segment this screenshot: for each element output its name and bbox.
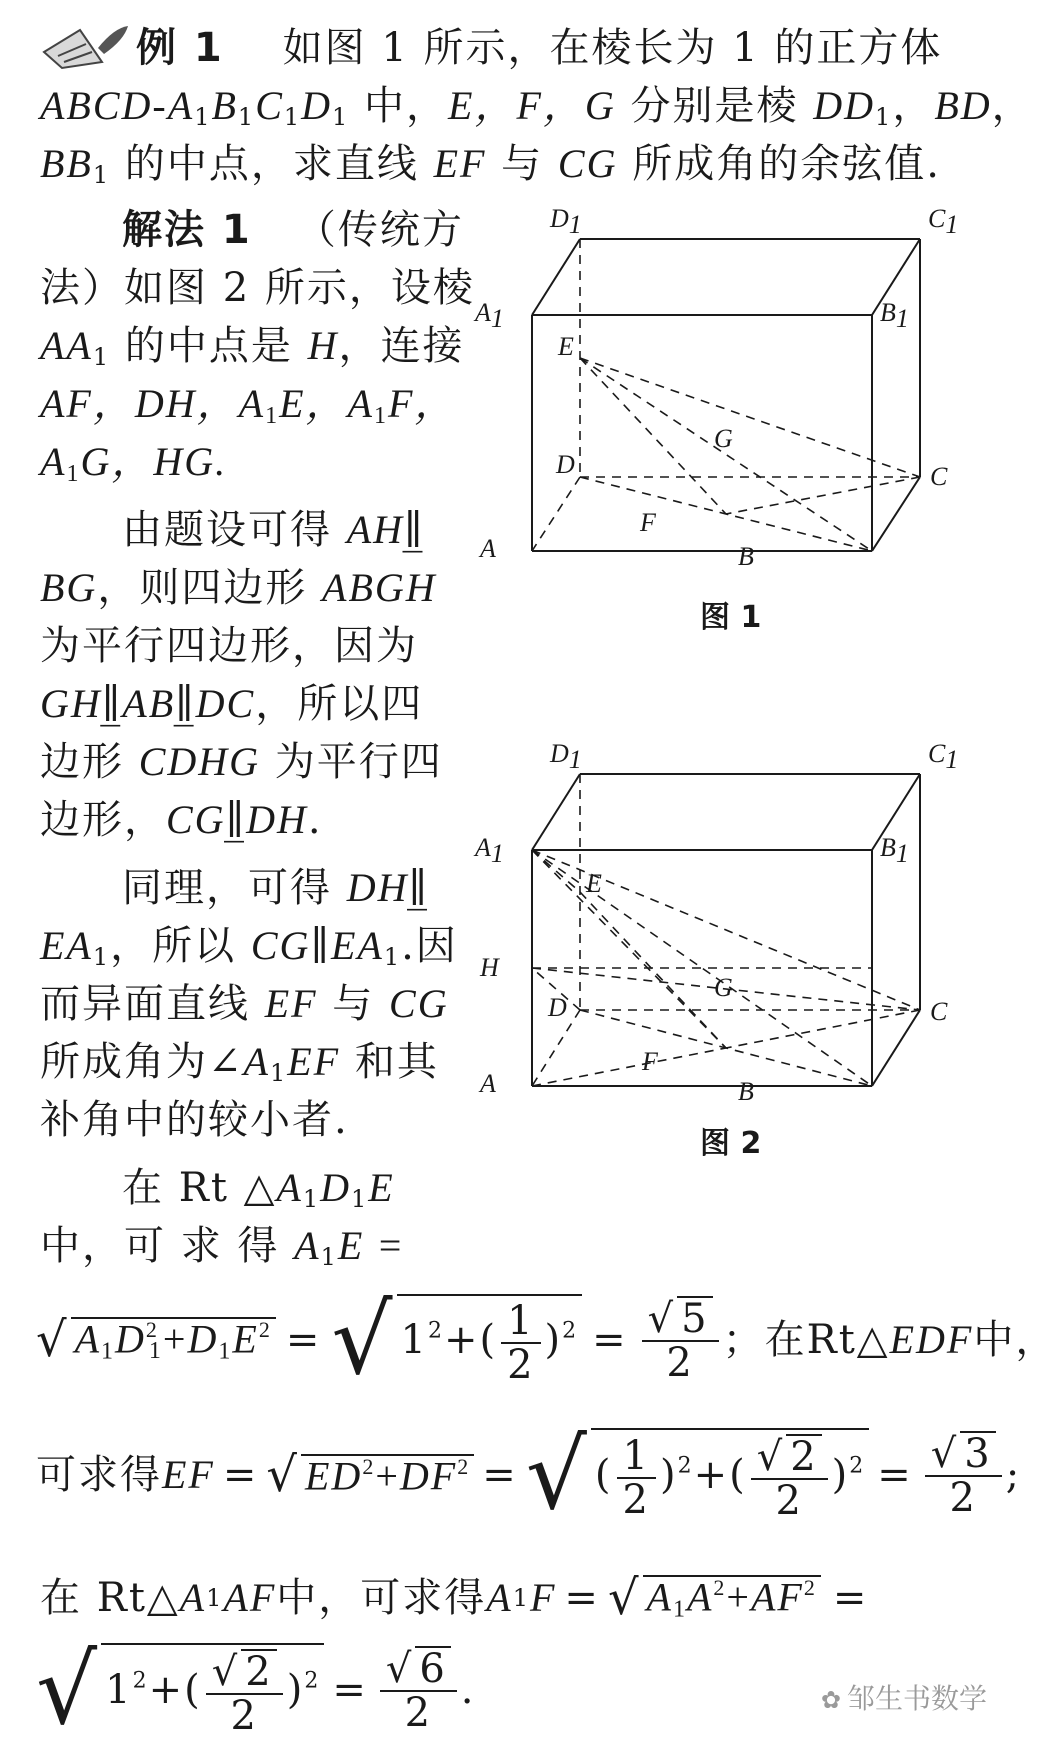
- math-text: A: [74, 1316, 102, 1362]
- text: 的中点是: [110, 323, 308, 369]
- equals: =: [877, 1452, 913, 1498]
- radicand: 5: [677, 1296, 712, 1340]
- subscript: 1: [101, 1338, 116, 1365]
- math-text: D: [301, 83, 333, 128]
- radicand: [643, 1575, 821, 1621]
- para2-line-2: [40, 565, 437, 611]
- parallel-equal-symbol: ∥̲: [408, 865, 429, 911]
- figure-1-cube: [475, 204, 970, 645]
- math-text: AB: [122, 681, 176, 726]
- text: ，: [892, 83, 935, 129]
- example-text-1: 如图 1 所示，在棱长为 1 的正方体: [282, 25, 943, 71]
- numerator: √ 2: [206, 1649, 283, 1695]
- math-text: A: [40, 439, 67, 484]
- parallel-equal-symbol: ∥̲: [404, 507, 425, 553]
- text: ，所以: [110, 923, 251, 969]
- para3-line-5: [40, 1097, 349, 1143]
- fraction: [206, 1649, 283, 1737]
- radicand: [301, 1453, 474, 1499]
- subscript: 1: [148, 1338, 163, 1365]
- text: 与: [317, 981, 390, 1027]
- plus: +: [375, 1453, 400, 1499]
- watermark-text: 邹生书数学: [846, 1682, 987, 1715]
- text: 中，可求得: [276, 1575, 487, 1621]
- para3-line-4: [40, 1039, 439, 1087]
- math-text: A: [276, 1165, 303, 1210]
- text: .因: [401, 923, 458, 969]
- superscript: 2: [132, 1668, 149, 1694]
- para2-line-6: [40, 797, 323, 843]
- text: 分别是棱: [615, 83, 814, 129]
- math-text: ABCD-A: [40, 83, 195, 128]
- text: 补角中的较小者.: [40, 1097, 349, 1143]
- numerator: [642, 1296, 719, 1342]
- parallel-equal-symbol: ∥̲: [175, 681, 196, 727]
- math-text: EA: [40, 923, 93, 968]
- math-text: E，F，G: [448, 83, 616, 128]
- sqrt-symbol: √: [647, 1296, 676, 1342]
- solution-tag: 解法 1: [122, 207, 252, 253]
- math-text: ED: [304, 1453, 363, 1499]
- label-D: D: [556, 450, 575, 479]
- text: 所成角为∠: [40, 1039, 244, 1085]
- text: ，连接: [338, 323, 465, 369]
- label-A: A: [480, 534, 496, 563]
- label-A: A: [480, 1069, 496, 1098]
- text: 法）如图 2 所示，设棱: [40, 265, 475, 311]
- fraction: [380, 1646, 457, 1734]
- math-text: B: [211, 83, 238, 128]
- math-text: CDHG: [138, 739, 261, 784]
- plus: +: [693, 1452, 730, 1498]
- numerator: 1: [617, 1435, 656, 1479]
- segment-EB: [580, 358, 872, 551]
- superscript: 2: [258, 1316, 272, 1342]
- text: 而异面直线: [40, 981, 265, 1027]
- solution-line-4: [40, 381, 457, 429]
- parallel-equal-symbol: ∥̲: [101, 681, 123, 727]
- math-text: F: [529, 1575, 557, 1620]
- plus: +: [726, 1574, 751, 1620]
- text: 边形: [40, 739, 139, 785]
- math-text: AH: [346, 507, 405, 552]
- label-G: G: [714, 424, 733, 453]
- sqrt-symbol: √: [266, 1447, 299, 1503]
- example-line-3: [40, 141, 941, 189]
- equals: =: [564, 1575, 600, 1621]
- label-B1: B1: [880, 298, 909, 333]
- math-text: BD: [934, 83, 992, 128]
- text: 中，: [973, 1317, 1057, 1363]
- text: .: [307, 797, 323, 843]
- math-text: AF: [223, 1575, 277, 1620]
- solution-line-1: [122, 207, 464, 253]
- equation-line-3: [40, 1568, 868, 1628]
- text: 的中点，求直线: [110, 141, 434, 187]
- math-text: DH: [346, 865, 409, 910]
- math-text: CG: [557, 141, 618, 186]
- subscript: 1: [269, 1059, 288, 1087]
- radicand: 6: [415, 1646, 450, 1690]
- math-text: E =: [337, 1223, 406, 1268]
- denominator: 2: [507, 1342, 535, 1388]
- label-H: H: [480, 953, 499, 982]
- radicand: ( $\frac{1}{2}$ )$^2$+( $\frac{√ 2}{2}$ )$^2$: [591, 1428, 869, 1522]
- label-C1: C1: [928, 739, 959, 774]
- edge: [532, 774, 580, 850]
- denominator: 2: [775, 1478, 803, 1524]
- superscript: 2: [304, 1668, 321, 1694]
- segment-CF: [726, 1010, 920, 1048]
- subscript: 1: [194, 103, 212, 131]
- edge: [872, 1010, 920, 1086]
- math-text: BB: [40, 141, 93, 186]
- math-text: E: [368, 1165, 395, 1210]
- segment-EC: [580, 358, 920, 477]
- math-text: D: [187, 1316, 219, 1362]
- example-tag: 例 1: [136, 25, 224, 71]
- math-text: EF: [264, 981, 318, 1026]
- text: ，: [991, 83, 1034, 129]
- label-F: F: [640, 508, 656, 537]
- parallel-symbol: ∥: [310, 923, 331, 969]
- equals: =: [222, 1452, 259, 1498]
- hidden-edge: [532, 477, 580, 551]
- parallel-equal-symbol: ∥̲: [225, 797, 247, 843]
- label-B: B: [738, 1077, 754, 1106]
- math-text: CG: [250, 923, 311, 968]
- label-C: C: [930, 997, 948, 1026]
- math-text: A: [686, 1574, 714, 1620]
- example-line-2: [40, 83, 1034, 131]
- equals: =: [832, 1575, 869, 1621]
- para4-line-1: [122, 1165, 395, 1213]
- subscript: 1: [302, 1185, 321, 1213]
- text: 边形，: [40, 797, 166, 843]
- subscript: 1: [283, 103, 302, 131]
- numerator: 1: [501, 1300, 540, 1344]
- text: 中，: [349, 83, 449, 129]
- subscript: 1: [672, 1596, 687, 1623]
- fraction: [501, 1300, 540, 1386]
- para2-line-3: [40, 623, 418, 669]
- label-A1: A1: [475, 298, 504, 333]
- label-D1: D1: [550, 739, 582, 774]
- figure-2-cube: [475, 739, 970, 1170]
- label-G: G: [714, 973, 733, 1002]
- label-F: F: [642, 1047, 658, 1076]
- math-text: A: [486, 1575, 513, 1620]
- superscript: 2: [427, 1318, 444, 1344]
- subscript: 1: [351, 1185, 369, 1213]
- equation-line-2: [36, 1420, 1021, 1530]
- plus: +: [443, 1317, 480, 1363]
- subscript: 1: [383, 943, 402, 971]
- math-text: DC: [195, 681, 256, 726]
- math-text: BG: [40, 565, 98, 610]
- denominator: 2: [622, 1477, 650, 1523]
- math-text: E，A: [279, 381, 374, 426]
- sqrt-symbol: √: [525, 1419, 589, 1531]
- math-text: D: [115, 1316, 146, 1362]
- radicand: $1^2+$( $\frac{1}{2}$ )$^2$: [397, 1294, 583, 1386]
- math-text: F，: [387, 381, 457, 426]
- text: 所成角的余弦值.: [617, 141, 941, 187]
- superscript: 2: [713, 1574, 727, 1600]
- equals: =: [332, 1667, 368, 1713]
- radicand: 2: [241, 1649, 276, 1693]
- watermark: [821, 1677, 987, 1717]
- superscript: 2: [145, 1316, 159, 1342]
- label-C: C: [930, 462, 948, 491]
- text: ，则四边形: [97, 565, 323, 611]
- sqrt-symbol: √: [36, 1312, 69, 1368]
- equals: =: [482, 1452, 518, 1498]
- radicand: 3: [960, 1431, 995, 1475]
- segment-A1E: [532, 850, 580, 892]
- example-line-1: [136, 25, 943, 71]
- period: .: [460, 1667, 476, 1713]
- segment-EF: [580, 358, 726, 514]
- equals: =: [592, 1317, 628, 1363]
- fraction: [751, 1434, 828, 1522]
- numerator: √ 2: [751, 1434, 828, 1480]
- math-text: CG: [389, 981, 449, 1026]
- text: 为平行四边形，因为: [40, 623, 418, 669]
- math-text: AF，DH，A: [40, 381, 266, 426]
- para2-line-5: [40, 739, 443, 785]
- math-text: EF: [162, 1452, 215, 1497]
- equation-line-4: [36, 1634, 476, 1746]
- label-D: D: [548, 993, 567, 1022]
- math-text: A: [243, 1039, 270, 1084]
- denominator: 2: [230, 1693, 258, 1739]
- number: 1: [105, 1667, 133, 1713]
- numerator: √ 6: [380, 1646, 457, 1692]
- segment-AF: [532, 1048, 726, 1086]
- solution-line-3: [40, 323, 465, 371]
- plus: +: [148, 1667, 185, 1713]
- numerator: √ 3: [925, 1431, 1002, 1477]
- superscript: 2: [362, 1453, 376, 1479]
- para4-line-2: [40, 1223, 406, 1271]
- math-text: C: [255, 83, 284, 128]
- solution-line-2: [40, 265, 475, 311]
- radicand: 2: [786, 1434, 821, 1478]
- math-text: A: [294, 1223, 321, 1268]
- subscript: 1: [265, 403, 280, 429]
- sqrt-symbol: √: [607, 1570, 641, 1626]
- example-icon: [40, 22, 132, 70]
- para2-line-4: [40, 681, 424, 727]
- figure-1-caption: 图 1: [700, 600, 762, 635]
- sqrt-symbol: √: [331, 1284, 395, 1396]
- wechat-icon: ✿: [820, 1686, 841, 1714]
- edge: [872, 477, 920, 551]
- math-text: EDF: [889, 1317, 974, 1362]
- text: 同理，可得: [122, 865, 347, 911]
- text: 由题设可得: [122, 507, 347, 553]
- denominator: 2: [949, 1475, 977, 1521]
- math-text: H: [307, 323, 339, 368]
- subscript: 1: [92, 943, 111, 971]
- label-B1: B1: [880, 833, 909, 868]
- radicand: [71, 1317, 276, 1363]
- text: 为平行四: [260, 739, 443, 785]
- number: 1: [400, 1317, 428, 1363]
- fraction: [642, 1296, 719, 1384]
- subscript: 1: [320, 1243, 338, 1271]
- text: 在 Rt △: [122, 1165, 277, 1211]
- segment-CF: [726, 477, 920, 514]
- solution-line-5: [40, 439, 228, 487]
- label-E: E: [558, 332, 574, 361]
- text: 与: [486, 141, 558, 187]
- text: 可求得: [36, 1452, 162, 1498]
- text: 在 Rt△: [40, 1575, 180, 1621]
- sqrt-symbol: √: [36, 1634, 100, 1746]
- math-text: D: [320, 1165, 351, 1210]
- math-text: EF: [287, 1039, 341, 1084]
- math-text: A: [646, 1574, 673, 1620]
- label-A1: A1: [475, 833, 504, 868]
- fraction: [617, 1435, 656, 1521]
- subscript: 1: [206, 1584, 224, 1612]
- math-text: EF: [433, 141, 487, 186]
- denominator: 2: [404, 1690, 433, 1736]
- equation-line-1: [36, 1284, 1057, 1396]
- label-C1: C1: [928, 204, 959, 239]
- fraction: [925, 1431, 1002, 1519]
- para2-line-1: [122, 507, 425, 553]
- math-text: GH: [40, 681, 102, 726]
- subscript: 1: [332, 103, 350, 131]
- text: （传统方: [295, 207, 464, 253]
- para3-line-3: [40, 981, 449, 1027]
- subscript: 1: [373, 403, 388, 429]
- radicand: $1^2+$( $\frac{√ 2}{2}$ )$^2$: [101, 1643, 324, 1737]
- superscript: 2: [562, 1318, 579, 1344]
- text: ；在Rt△: [722, 1317, 890, 1363]
- plus: +: [162, 1316, 188, 1362]
- superscript: 2: [457, 1453, 471, 1479]
- math-text: AA: [40, 323, 93, 368]
- denominator: 2: [666, 1340, 694, 1386]
- label-D1: D1: [550, 204, 582, 239]
- math-text: E: [232, 1316, 259, 1362]
- math-text: A: [179, 1575, 207, 1620]
- subscript: 1: [92, 343, 111, 371]
- edge: [532, 239, 580, 315]
- semicolon: ;: [1005, 1452, 1022, 1498]
- math-text: CG: [166, 797, 226, 842]
- text: 和其: [340, 1039, 439, 1085]
- math-text: DD: [813, 83, 876, 128]
- equals: =: [285, 1317, 322, 1363]
- superscript: 2: [803, 1574, 817, 1600]
- para3-line-1: [122, 865, 429, 911]
- text: 中，可 求 得: [40, 1223, 295, 1269]
- subscript: 1: [237, 103, 256, 131]
- superscript: 2: [677, 1453, 694, 1479]
- para3-line-2: [40, 923, 458, 971]
- math-text: DF: [399, 1453, 458, 1499]
- label-E: E: [586, 869, 602, 898]
- subscript: 1: [218, 1338, 233, 1365]
- math-text: DH: [246, 797, 308, 842]
- label-B: B: [738, 542, 754, 571]
- subscript: 1: [92, 161, 111, 189]
- subscript: 1: [512, 1584, 530, 1612]
- superscript: 2: [849, 1453, 866, 1479]
- text: ，所以四: [255, 681, 424, 727]
- subscript: 1: [875, 103, 893, 131]
- math-text: ABGH: [322, 565, 437, 610]
- figure-2-caption: 图 2: [700, 1126, 762, 1161]
- math-text: AF: [750, 1574, 804, 1620]
- math-text: G，HG.: [80, 439, 228, 484]
- math-text: EA: [330, 923, 384, 968]
- subscript: 1: [66, 461, 81, 487]
